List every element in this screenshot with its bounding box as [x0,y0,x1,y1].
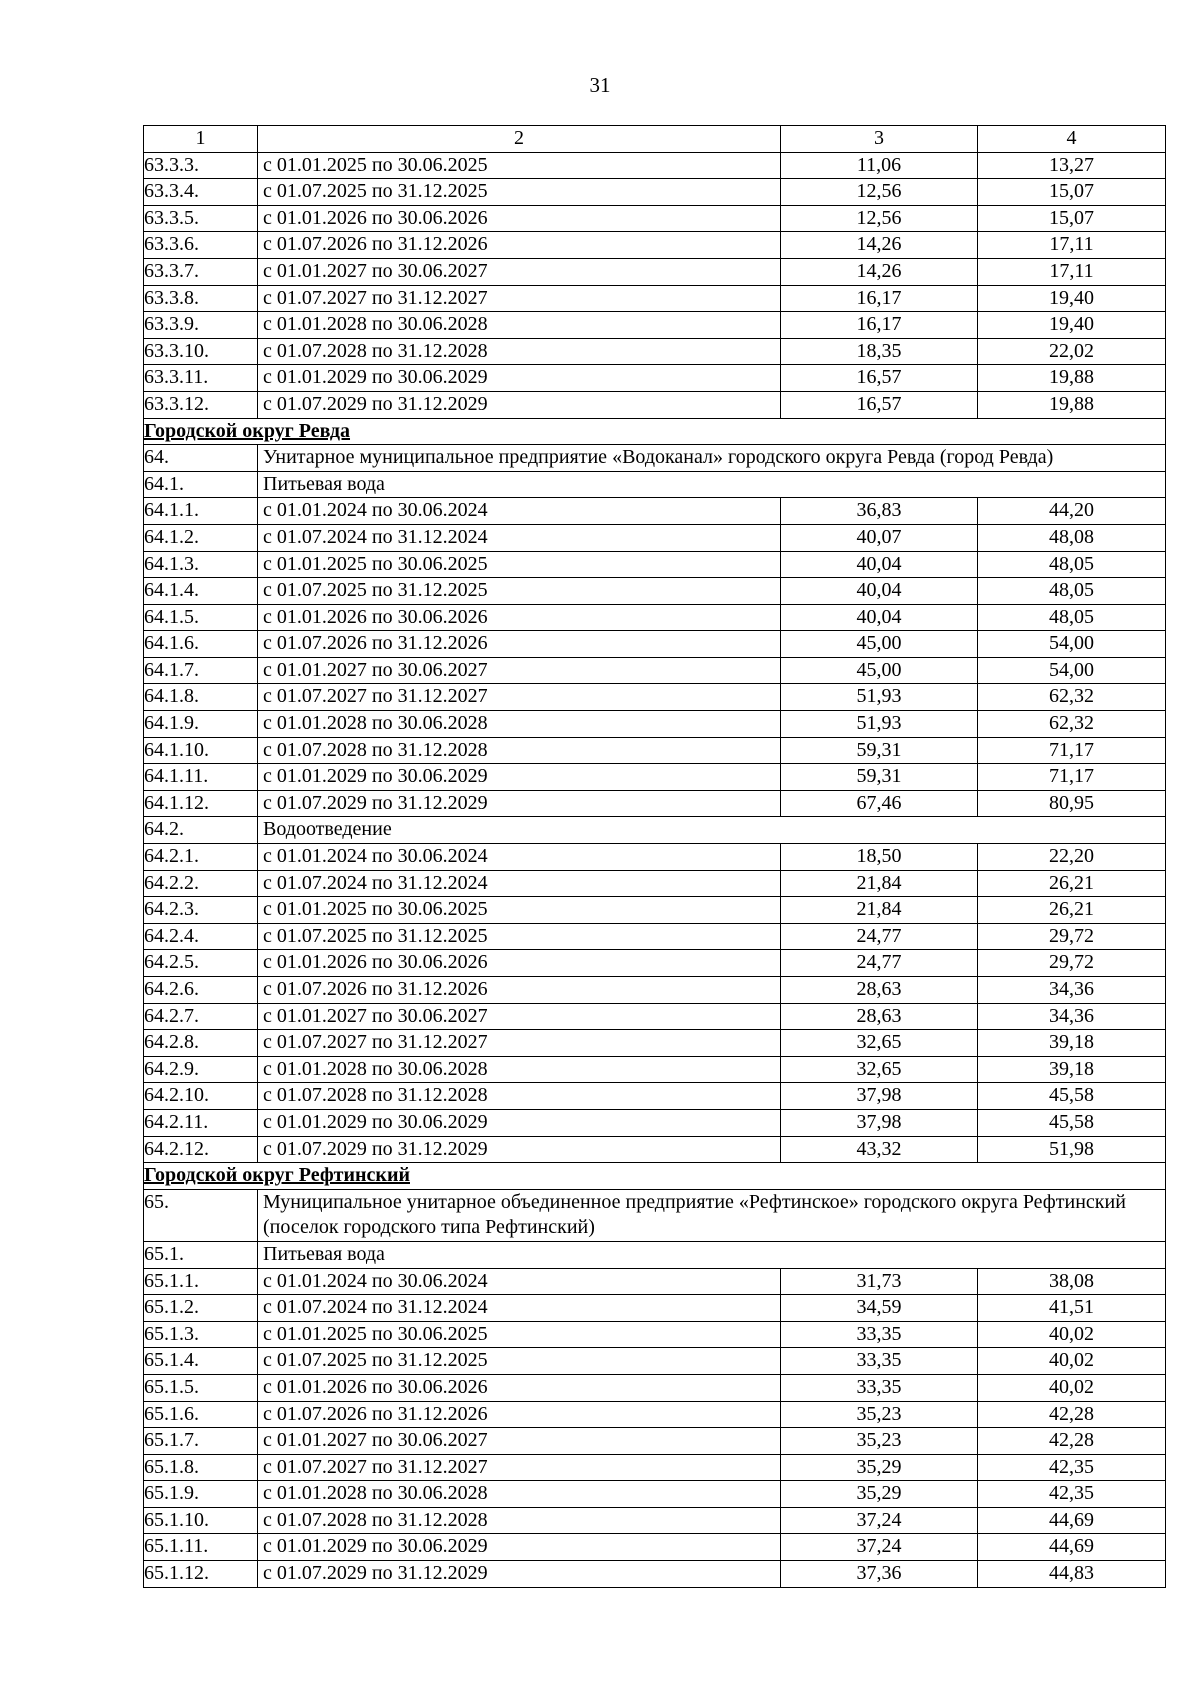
table-row [144,285,1166,312]
row-period: с 01.07.2027 по 31.12.2027 [258,1454,781,1481]
row-value-col3: 31,73 [781,1268,978,1295]
table-row [144,977,1166,1004]
row-value-col3: 18,35 [781,338,978,365]
row-value-col4: 44,83 [978,1561,1166,1588]
row-value-col3: 51,93 [781,711,978,738]
table-row [144,1030,1166,1057]
row-value-col4: 29,72 [978,950,1166,977]
row-code: 64.1.7. [144,657,258,684]
table-row [144,1003,1166,1030]
row-value-col3: 45,00 [781,631,978,658]
row-value-col4: 54,00 [978,631,1166,658]
table-row [144,1454,1166,1481]
table-row [144,923,1166,950]
table-row [144,152,1166,179]
row-value-col3: 16,57 [781,391,978,418]
row-period: с 01.07.2028 по 31.12.2028 [258,338,781,365]
row-period: с 01.01.2025 по 30.06.2025 [258,897,781,924]
row-value-col3: 24,77 [781,950,978,977]
row-code: 64.2.6. [144,977,258,1004]
row-period: с 01.01.2028 по 30.06.2028 [258,1481,781,1508]
row-value-col4: 15,07 [978,205,1166,232]
row-value-col3: 37,98 [781,1109,978,1136]
row-value-col3: 33,35 [781,1348,978,1375]
row-code: 65.1.4. [144,1348,258,1375]
row-code: 65.1.5. [144,1374,258,1401]
table-row [144,1561,1166,1588]
section-row [144,817,1166,844]
row-value-col4: 44,69 [978,1507,1166,1534]
row-period: с 01.07.2029 по 31.12.2029 [258,391,781,418]
row-value-col4: 19,40 [978,312,1166,339]
row-value-col4: 40,02 [978,1348,1166,1375]
section-code: 65. [144,1189,258,1241]
row-value-col4: 22,02 [978,338,1166,365]
section-code: 64.1. [144,471,258,498]
row-code: 64.1.11. [144,764,258,791]
row-value-col4: 44,69 [978,1534,1166,1561]
row-code: 63.3.7. [144,258,258,285]
row-period: с 01.01.2024 по 30.06.2024 [258,498,781,525]
table-row [144,1534,1166,1561]
row-period: с 01.07.2028 по 31.12.2028 [258,737,781,764]
row-value-col3: 37,98 [781,1083,978,1110]
table-row [144,1109,1166,1136]
row-value-col3: 21,84 [781,870,978,897]
row-code: 64.2.3. [144,897,258,924]
header-col-1: 1 [144,126,258,153]
table-row [144,1268,1166,1295]
table-row [144,711,1166,738]
row-value-col3: 16,17 [781,312,978,339]
row-value-col4: 62,32 [978,711,1166,738]
tariff-table [143,125,1166,1588]
row-code: 64.1.10. [144,737,258,764]
district-heading: Городской округ Ревда [144,418,1166,445]
tariff-table-body [144,126,1166,1588]
row-period: с 01.07.2024 по 31.12.2024 [258,1295,781,1322]
row-value-col3: 51,93 [781,684,978,711]
section-row [144,1189,1166,1241]
row-period: с 01.01.2027 по 30.06.2027 [258,1003,781,1030]
row-code: 63.3.11. [144,365,258,392]
row-value-col4: 19,40 [978,285,1166,312]
row-period: с 01.01.2026 по 30.06.2026 [258,950,781,977]
table-row [144,258,1166,285]
row-code: 64.2.1. [144,844,258,871]
section-code: 64.2. [144,817,258,844]
row-period: с 01.07.2025 по 31.12.2025 [258,1348,781,1375]
header-row [144,126,1166,153]
table-row [144,391,1166,418]
row-period: с 01.01.2029 по 30.06.2029 [258,1109,781,1136]
row-code: 63.3.3. [144,152,258,179]
row-value-col3: 40,04 [781,551,978,578]
section-title: Муниципальное унитарное объединенное предприятие «Рефтинское» городского округа Рефтинский (поселок городского типа Рефтинский) [258,1189,1166,1241]
row-value-col4: 19,88 [978,365,1166,392]
row-code: 64.2.5. [144,950,258,977]
row-value-col4: 48,05 [978,604,1166,631]
row-value-col3: 32,65 [781,1030,978,1057]
table-row [144,365,1166,392]
row-period: с 01.07.2025 по 31.12.2025 [258,923,781,950]
row-value-col4: 54,00 [978,657,1166,684]
row-value-col3: 21,84 [781,897,978,924]
table-row [144,870,1166,897]
row-code: 65.1.9. [144,1481,258,1508]
table-row [144,1295,1166,1322]
row-code: 64.1.2. [144,524,258,551]
row-value-col4: 34,36 [978,977,1166,1004]
row-value-col4: 42,28 [978,1428,1166,1455]
row-period: с 01.07.2026 по 31.12.2026 [258,977,781,1004]
row-value-col4: 26,21 [978,897,1166,924]
district-heading-row [144,418,1166,445]
table-row [144,1507,1166,1534]
row-period: с 01.01.2026 по 30.06.2026 [258,205,781,232]
row-value-col3: 45,00 [781,657,978,684]
table-row [144,897,1166,924]
table-row [144,604,1166,631]
row-value-col4: 45,58 [978,1109,1166,1136]
row-value-col3: 34,59 [781,1295,978,1322]
table-row [144,1348,1166,1375]
row-value-col4: 71,17 [978,764,1166,791]
row-value-col4: 39,18 [978,1056,1166,1083]
row-value-col4: 80,95 [978,790,1166,817]
row-period: с 01.01.2028 по 30.06.2028 [258,711,781,738]
table-row [144,1401,1166,1428]
row-code: 64.2.4. [144,923,258,950]
row-code: 65.1.3. [144,1321,258,1348]
row-value-col4: 41,51 [978,1295,1166,1322]
row-code: 63.3.8. [144,285,258,312]
row-period: с 01.01.2029 по 30.06.2029 [258,365,781,392]
table-row [144,179,1166,206]
row-value-col3: 35,29 [781,1481,978,1508]
row-period: с 01.01.2028 по 30.06.2028 [258,1056,781,1083]
row-code: 63.3.12. [144,391,258,418]
row-period: с 01.01.2027 по 30.06.2027 [258,657,781,684]
row-value-col4: 29,72 [978,923,1166,950]
table-row [144,1321,1166,1348]
row-code: 64.1.4. [144,578,258,605]
section-title: Водоотведение [258,817,1166,844]
row-value-col4: 34,36 [978,1003,1166,1030]
section-row [144,1241,1166,1268]
row-code: 63.3.5. [144,205,258,232]
section-title: Питьевая вода [258,471,1166,498]
row-code: 64.1.3. [144,551,258,578]
row-code: 64.1.8. [144,684,258,711]
row-value-col4: 44,20 [978,498,1166,525]
row-value-col3: 33,35 [781,1321,978,1348]
district-heading: Городской округ Рефтинский [144,1163,1166,1190]
row-code: 64.1.1. [144,498,258,525]
row-period: с 01.07.2028 по 31.12.2028 [258,1083,781,1110]
row-code: 64.2.8. [144,1030,258,1057]
table-row [144,844,1166,871]
row-value-col3: 28,63 [781,977,978,1004]
table-row [144,1056,1166,1083]
row-value-col4: 15,07 [978,179,1166,206]
row-code: 63.3.9. [144,312,258,339]
row-code: 65.1.1. [144,1268,258,1295]
row-period: с 01.07.2027 по 31.12.2027 [258,1030,781,1057]
row-period: с 01.01.2026 по 30.06.2026 [258,1374,781,1401]
row-period: с 01.01.2029 по 30.06.2029 [258,764,781,791]
table-row [144,312,1166,339]
row-value-col4: 48,08 [978,524,1166,551]
row-code: 64.1.6. [144,631,258,658]
row-code: 65.1.11. [144,1534,258,1561]
row-value-col4: 22,20 [978,844,1166,871]
row-value-col4: 48,05 [978,551,1166,578]
row-period: с 01.01.2024 по 30.06.2024 [258,844,781,871]
row-period: с 01.07.2025 по 31.12.2025 [258,179,781,206]
row-code: 65.1.8. [144,1454,258,1481]
row-value-col4: 42,28 [978,1401,1166,1428]
row-period: с 01.01.2024 по 30.06.2024 [258,1268,781,1295]
district-heading-row [144,1163,1166,1190]
row-period: с 01.07.2027 по 31.12.2027 [258,684,781,711]
row-code: 64.2.7. [144,1003,258,1030]
row-value-col3: 35,29 [781,1454,978,1481]
row-value-col3: 35,23 [781,1401,978,1428]
row-value-col3: 28,63 [781,1003,978,1030]
row-code: 64.2.2. [144,870,258,897]
table-row [144,1374,1166,1401]
row-value-col4: 13,27 [978,152,1166,179]
row-period: с 01.01.2025 по 30.06.2025 [258,1321,781,1348]
row-period: с 01.07.2029 по 31.12.2029 [258,790,781,817]
row-value-col4: 71,17 [978,737,1166,764]
row-period: с 01.01.2025 по 30.06.2025 [258,551,781,578]
row-period: с 01.01.2025 по 30.06.2025 [258,152,781,179]
table-row [144,578,1166,605]
section-code: 65.1. [144,1241,258,1268]
row-value-col3: 37,24 [781,1507,978,1534]
row-code: 64.2.10. [144,1083,258,1110]
table-row [144,684,1166,711]
row-period: с 01.01.2026 по 30.06.2026 [258,604,781,631]
section-code: 64. [144,445,258,472]
row-value-col3: 35,23 [781,1428,978,1455]
table-row [144,657,1166,684]
row-value-col3: 32,65 [781,1056,978,1083]
row-code: 64.1.5. [144,604,258,631]
row-period: с 01.07.2025 по 31.12.2025 [258,578,781,605]
section-title: Унитарное муниципальное предприятие «Водоканал» городского округа Ревда (город Ревда) [258,445,1166,472]
table-row [144,1083,1166,1110]
row-value-col4: 17,11 [978,258,1166,285]
table-row [144,950,1166,977]
row-value-col4: 26,21 [978,870,1166,897]
row-code: 64.2.11. [144,1109,258,1136]
row-value-col4: 42,35 [978,1454,1166,1481]
table-row [144,1481,1166,1508]
row-period: с 01.01.2027 по 30.06.2027 [258,258,781,285]
row-value-col3: 14,26 [781,258,978,285]
row-value-col3: 11,06 [781,152,978,179]
row-code: 65.1.7. [144,1428,258,1455]
table-row [144,498,1166,525]
section-row [144,445,1166,472]
row-value-col4: 17,11 [978,232,1166,259]
row-value-col3: 40,07 [781,524,978,551]
row-code: 64.1.9. [144,711,258,738]
row-code: 65.1.6. [144,1401,258,1428]
row-value-col4: 38,08 [978,1268,1166,1295]
table-row [144,1428,1166,1455]
row-period: с 01.07.2024 по 31.12.2024 [258,870,781,897]
row-period: с 01.07.2028 по 31.12.2028 [258,1507,781,1534]
row-value-col3: 37,24 [781,1534,978,1561]
header-col-2: 2 [258,126,781,153]
row-period: с 01.01.2029 по 30.06.2029 [258,1534,781,1561]
table-row [144,524,1166,551]
row-value-col3: 24,77 [781,923,978,950]
row-code: 65.1.2. [144,1295,258,1322]
row-code: 65.1.10. [144,1507,258,1534]
row-value-col4: 48,05 [978,578,1166,605]
row-value-col3: 12,56 [781,205,978,232]
row-value-col3: 14,26 [781,232,978,259]
row-code: 64.1.12. [144,790,258,817]
header-col-3: 3 [781,126,978,153]
row-period: с 01.07.2027 по 31.12.2027 [258,285,781,312]
section-title: Питьевая вода [258,1241,1166,1268]
row-value-col3: 37,36 [781,1561,978,1588]
row-period: с 01.07.2026 по 31.12.2026 [258,232,781,259]
row-code: 64.2.12. [144,1136,258,1163]
row-period: с 01.07.2029 по 31.12.2029 [258,1561,781,1588]
row-value-col4: 40,02 [978,1321,1166,1348]
row-value-col3: 40,04 [781,604,978,631]
row-code: 63.3.6. [144,232,258,259]
row-period: с 01.07.2029 по 31.12.2029 [258,1136,781,1163]
table-row [144,631,1166,658]
row-value-col3: 36,83 [781,498,978,525]
row-value-col4: 62,32 [978,684,1166,711]
table-row [144,205,1166,232]
row-value-col3: 12,56 [781,179,978,206]
row-code: 63.3.10. [144,338,258,365]
row-code: 63.3.4. [144,179,258,206]
row-code: 65.1.12. [144,1561,258,1588]
table-row [144,737,1166,764]
row-value-col3: 43,32 [781,1136,978,1163]
row-value-col3: 18,50 [781,844,978,871]
row-value-col4: 39,18 [978,1030,1166,1057]
row-value-col3: 16,57 [781,365,978,392]
row-value-col3: 33,35 [781,1374,978,1401]
row-value-col4: 42,35 [978,1481,1166,1508]
row-value-col4: 45,58 [978,1083,1166,1110]
table-row [144,790,1166,817]
row-value-col4: 51,98 [978,1136,1166,1163]
row-period: с 01.07.2024 по 31.12.2024 [258,524,781,551]
row-value-col3: 59,31 [781,737,978,764]
row-period: с 01.01.2028 по 30.06.2028 [258,312,781,339]
row-value-col3: 59,31 [781,764,978,791]
header-col-4: 4 [978,126,1166,153]
page-number: 31 [589,73,611,97]
row-code: 64.2.9. [144,1056,258,1083]
row-period: с 01.07.2026 по 31.12.2026 [258,631,781,658]
row-value-col3: 40,04 [781,578,978,605]
section-row [144,471,1166,498]
row-value-col3: 16,17 [781,285,978,312]
table-row [144,1136,1166,1163]
table-row [144,551,1166,578]
row-period: с 01.01.2027 по 30.06.2027 [258,1428,781,1455]
row-period: с 01.07.2026 по 31.12.2026 [258,1401,781,1428]
row-value-col4: 40,02 [978,1374,1166,1401]
table-row [144,338,1166,365]
table-row [144,232,1166,259]
row-value-col3: 67,46 [781,790,978,817]
table-row [144,764,1166,791]
row-value-col4: 19,88 [978,391,1166,418]
